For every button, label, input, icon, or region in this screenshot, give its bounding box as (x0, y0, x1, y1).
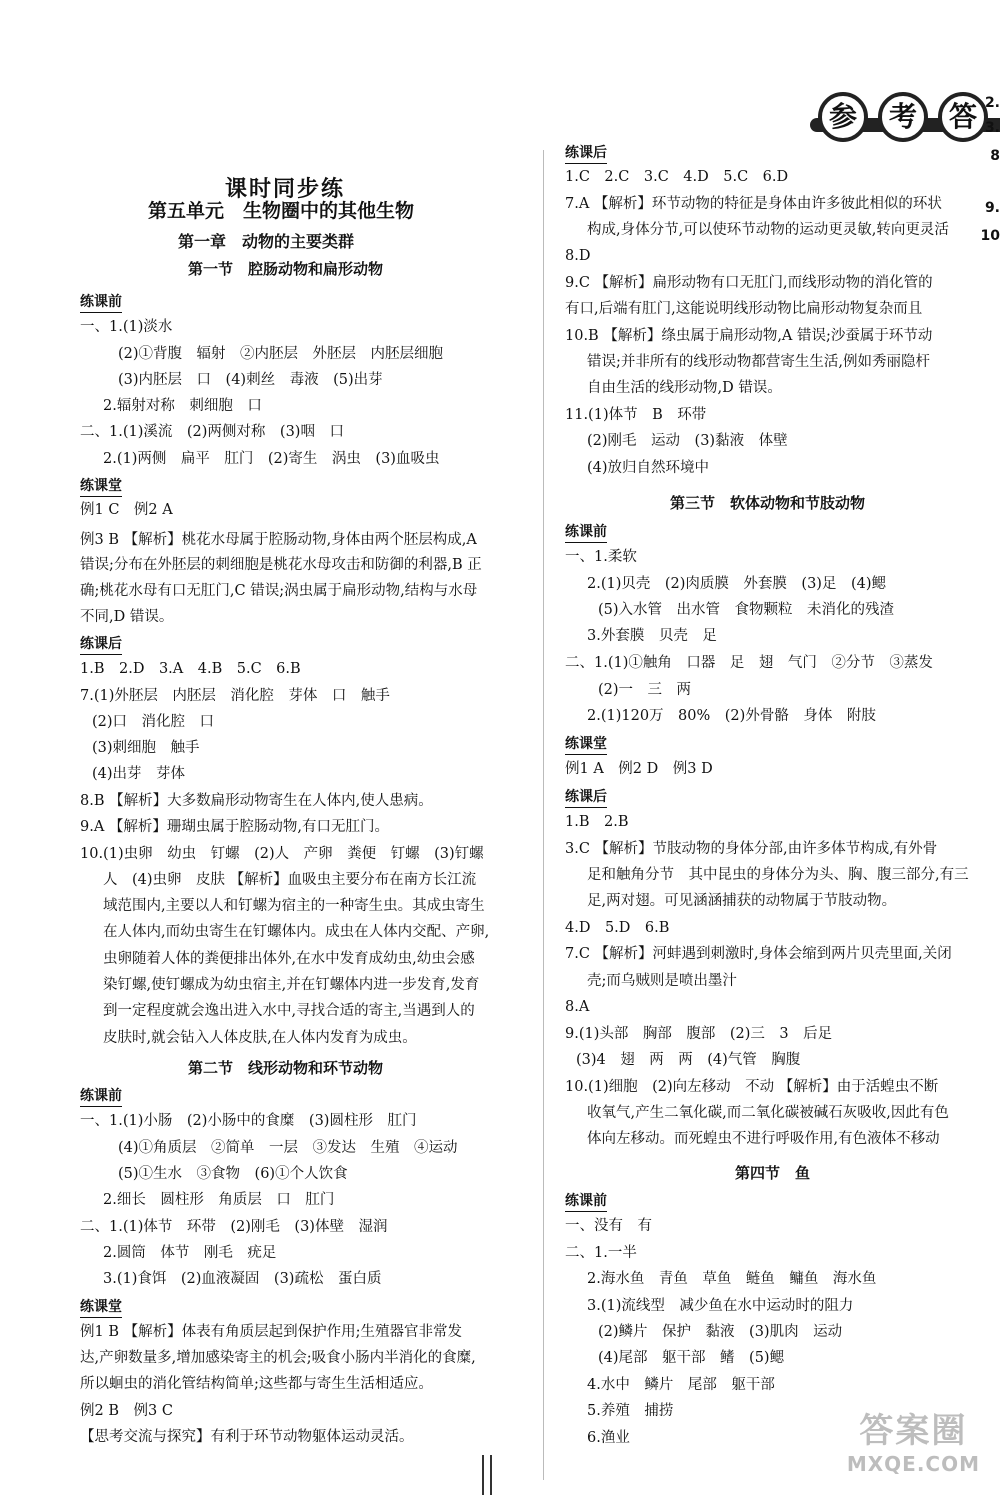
answer-line: 有口,后端有肛门,这能说明线形动物比扁形动物复杂而且 (565, 301, 923, 317)
practice-label: 练课前 (80, 1085, 122, 1107)
answer-line: 一、1.(1)小肠 (2)小肠中的食糜 (3)圆柱形 肛门 (80, 1113, 417, 1129)
header-char: 答 (938, 92, 988, 142)
practice-label: 练课前 (80, 291, 122, 313)
edge-mark: 2. (984, 95, 1000, 111)
edge-mark: 8 (990, 148, 1000, 164)
answer-line: 9.C 【解析】扁形动物有口无肛门,而线形动物的消化管的 (565, 275, 933, 291)
practice-label: 练课前 (565, 521, 607, 543)
answer-line: 例1 B 【解析】体表有角质层起到保护作用;生殖器官非常发 (80, 1324, 462, 1340)
answer-line: 所以蛔虫的消化管结构简单;这些都与寄生生活相适应。 (80, 1376, 433, 1392)
answer-line: 2.海水鱼 青鱼 草鱼 鲢鱼 鳙鱼 海水鱼 (587, 1271, 877, 1287)
answer-line: (4)放归自然环境中 (587, 460, 710, 476)
practice-label: 练课后 (80, 633, 122, 655)
chapter-title: 第一章 动物的主要类群 (178, 232, 355, 251)
answer-line: 域范围内,主要以人和钉螺为宿主的一种寄生虫。其成虫寄生 (103, 898, 485, 914)
answer-line: 人 (4)虫卵 皮肤 【解析】血吸虫主要分布在南方长江流 (103, 872, 477, 888)
answer-line: 染钉螺,使钉螺成为幼虫宿主,并在钉螺体内进一步发育,发育 (103, 977, 480, 993)
answer-line: 皮肤时,就会钻入人体皮肤,在人体内发育为成虫。 (103, 1030, 417, 1046)
practice-label: 练课后 (565, 142, 607, 164)
answer-line: 2.细长 圆柱形 角质层 口 肛门 (103, 1192, 335, 1208)
lesson-title: 第四节 鱼 (735, 1164, 811, 1182)
unit-title: 第五单元 生物圈中的其他生物 (148, 200, 415, 222)
column-divider (543, 150, 544, 1480)
answer-line: 足,两对翅。可见涵涵捕获的动物属于节肢动物。 (587, 893, 897, 909)
edge-mark: 9. (984, 200, 1000, 216)
answer-line: (4)①角质层 ②简单 一层 ③发达 生殖 ④运动 (118, 1140, 458, 1156)
spine-mark (482, 1455, 484, 1495)
lesson-title: 第一节 腔肠动物和扁形动物 (188, 260, 384, 278)
answer-line: 9.(1)头部 胸部 腹部 (2)三 3 后足 (565, 1026, 833, 1042)
answer-line: (2)鳞片 保护 黏液 (3)肌肉 运动 (598, 1324, 843, 1340)
answer-line: (5)①生水 ③食物 (6)①个人饮食 (118, 1166, 348, 1182)
answer-line: 达,产卵数量多,增加感染寄主的机会;吸食小肠内半消化的食糜, (80, 1350, 476, 1366)
answer-line: 例2 B 例3 C (80, 1403, 173, 1419)
answer-line: 错误;分布在外胚层的刺细胞是桃花水母攻击和防御的利器,B 正 (80, 557, 482, 573)
answer-line: 体向左移动。而死蝗虫不进行呼吸作用,有色液体不移动 (587, 1131, 940, 1147)
answer-line: 2.(1)120万 80% (2)外骨骼 身体 附肢 (587, 708, 876, 724)
edge-mark: 3. (984, 120, 1000, 136)
answer-line: 二、1.一半 (565, 1245, 637, 1261)
answer-line: 虫卵随着人体的粪便排出体外,在水中发育成幼虫,幼虫会感 (103, 951, 475, 967)
answer-line: 2.(1)两侧 扁平 肛门 (2)寄生 涡虫 (3)血吸虫 (103, 451, 440, 467)
answer-line: 构成,身体分节,可以使环节动物的运动更灵敏,转向更灵活 (587, 222, 949, 238)
answer-line: 一、1.柔软 (565, 549, 637, 565)
answer-line: 8.A (565, 999, 590, 1015)
answer-line: 二、1.(1)①触角 口器 足 翅 气门 ②分节 ③蒸发 (565, 655, 933, 671)
answer-line: 例1 A 例2 D 例3 D (565, 761, 713, 777)
answer-line: 2.(1)贝壳 (2)肉质膜 外套膜 (3)足 (4)鳃 (587, 576, 886, 592)
answer-line: (2)①背腹 辐射 ②内胚层 外胚层 内胚层细胞 (118, 346, 444, 362)
header-char: 参 (818, 92, 868, 142)
watermark-url: MXQE.COM (846, 1452, 980, 1476)
answer-line: 一、没有 有 (565, 1218, 652, 1234)
answer-line: 3.外套膜 贝壳 足 (587, 628, 717, 644)
answer-line: 7.(1)外胚层 内胚层 消化腔 芽体 口 触手 (80, 688, 390, 704)
answer-line: 6.渔业 (587, 1430, 630, 1446)
answer-line: 4.D 5.D 6.B (565, 920, 670, 936)
answer-line: (4)尾部 躯干部 鳍 (5)鳃 (598, 1350, 785, 1366)
answer-line: 2.圆筒 体节 刚毛 疣足 (103, 1245, 277, 1261)
answer-line: 3.(1)食饵 (2)血液凝固 (3)疏松 蛋白质 (103, 1271, 382, 1287)
answer-line: 在人体内,而幼虫寄生在钉螺体内。成虫在人体内交配、产卵, (103, 924, 490, 940)
answer-line: (3)4 翅 两 两 (4)气管 胸腹 (576, 1052, 801, 1068)
answer-line: (4)出芽 芽体 (92, 766, 186, 782)
answer-line: (2)一 三 两 (598, 682, 692, 698)
answer-line: 10.(1)虫卵 幼虫 钉螺 (2)人 产卵 粪便 钉螺 (3)钉螺 (80, 846, 484, 862)
answer-line: 3.C 【解析】节肢动物的身体分部,由许多体节构成,有外骨 (565, 841, 938, 857)
header-char: 考 (878, 92, 928, 142)
answer-line: 8.B 【解析】大多数扁形动物寄生在人体内,使人患病。 (80, 793, 433, 809)
answer-line: 1.B 2.B (565, 814, 629, 830)
answer-line: 1.C 2.C 3.C 4.D 5.C 6.D (565, 169, 789, 185)
answer-line: 4.水中 鳞片 尾部 躯干部 (587, 1377, 775, 1393)
answer-line: 二、1.(1)溪流 (2)两侧对称 (3)咽 口 (80, 424, 344, 440)
section-title: 课时同步练 (225, 177, 346, 202)
answer-line: 二、1.(1)体节 环带 (2)刚毛 (3)体壁 湿润 (80, 1219, 388, 1235)
answer-line: 到一定程度就会逸出进入水中,寻找合适的寄主,当遇到人的 (103, 1003, 475, 1019)
answer-line: 8.D (565, 248, 591, 264)
answer-line: 错误;并非所有的线形动物都营寄生生活,例如秀丽隐杆 (587, 354, 930, 370)
answer-line: 10.(1)细胞 (2)向左移动 不动 【解析】由于活蝗虫不断 (565, 1079, 939, 1095)
answer-line: 自由生活的线形动物,D 错误。 (587, 380, 782, 396)
answer-line: 10.B 【解析】绦虫属于扁形动物,A 错误;沙蚕属于环节动 (565, 328, 933, 344)
answer-line: 2.辐射对称 刺细胞 口 (103, 398, 262, 414)
lesson-title: 第二节 线形动物和环节动物 (188, 1059, 384, 1077)
answer-line: 一、1.(1)淡水 (80, 319, 173, 335)
answer-line: (3)内胚层 口 (4)刺丝 毒液 (5)出芽 (118, 372, 383, 388)
answer-line: 壳;而乌贼则是喷出墨汁 (587, 973, 737, 989)
watermark (847, 1403, 980, 1476)
answer-line: 7.A 【解析】环节动物的特征是身体由许多彼此相似的环状 (565, 196, 942, 212)
answer-line: 不同,D 错误。 (80, 609, 174, 625)
watermark-title: 答案圈 (859, 1411, 968, 1451)
answer-line: (3)刺细胞 触手 (92, 740, 200, 756)
answer-line: 足和触角分节 其中昆虫的身体分为头、胸、腹三部分,有三 (587, 867, 969, 883)
answer-line: 收氧气,产生二氧化碳,而二氧化碳被碱石灰吸收,因此有色 (587, 1105, 949, 1121)
answer-line: 1.B 2.D 3.A 4.B 5.C 6.B (80, 661, 301, 677)
practice-label: 练课后 (565, 786, 607, 808)
spine-mark (490, 1455, 492, 1495)
answer-line: 确;桃花水母有口无肛门,C 错误;涡虫属于扁形动物,结构与水母 (80, 583, 478, 599)
edge-mark: 10 (980, 228, 1000, 244)
lesson-title: 第三节 软体动物和节肢动物 (670, 494, 866, 512)
practice-label: 练课堂 (80, 1296, 122, 1318)
practice-label: 练课堂 (565, 733, 607, 755)
answer-line: (5)入水管 出水管 食物颗粒 未消化的残渣 (598, 602, 895, 618)
answer-line: 11.(1)体节 B 环带 (565, 407, 707, 423)
answer-line: 7.C 【解析】河蚌遇到刺激时,身体会缩到两片贝壳里面,关闭 (565, 946, 952, 962)
answer-line: 【思考交流与探究】有利于环节动物躯体运动灵活。 (80, 1429, 414, 1445)
answer-line: (2)刚毛 运动 (3)黏液 体壁 (587, 433, 788, 449)
answer-line: 9.A 【解析】珊瑚虫属于腔肠动物,有口无肛门。 (80, 819, 390, 835)
practice-label: 练课堂 (80, 475, 122, 497)
answer-line: 例1 C 例2 A (80, 502, 173, 518)
answer-line: 5.养殖 捕捞 (587, 1403, 674, 1419)
practice-label: 练课前 (565, 1190, 607, 1212)
page-header-decoration (800, 70, 1000, 150)
answer-line: 3.(1)流线型 减少鱼在水中运动时的阻力 (587, 1298, 854, 1314)
answer-line: (2)口 消化腔 口 (92, 714, 215, 730)
answer-line: 例3 B 【解析】桃花水母属于腔肠动物,身体由两个胚层构成,A (80, 532, 477, 548)
